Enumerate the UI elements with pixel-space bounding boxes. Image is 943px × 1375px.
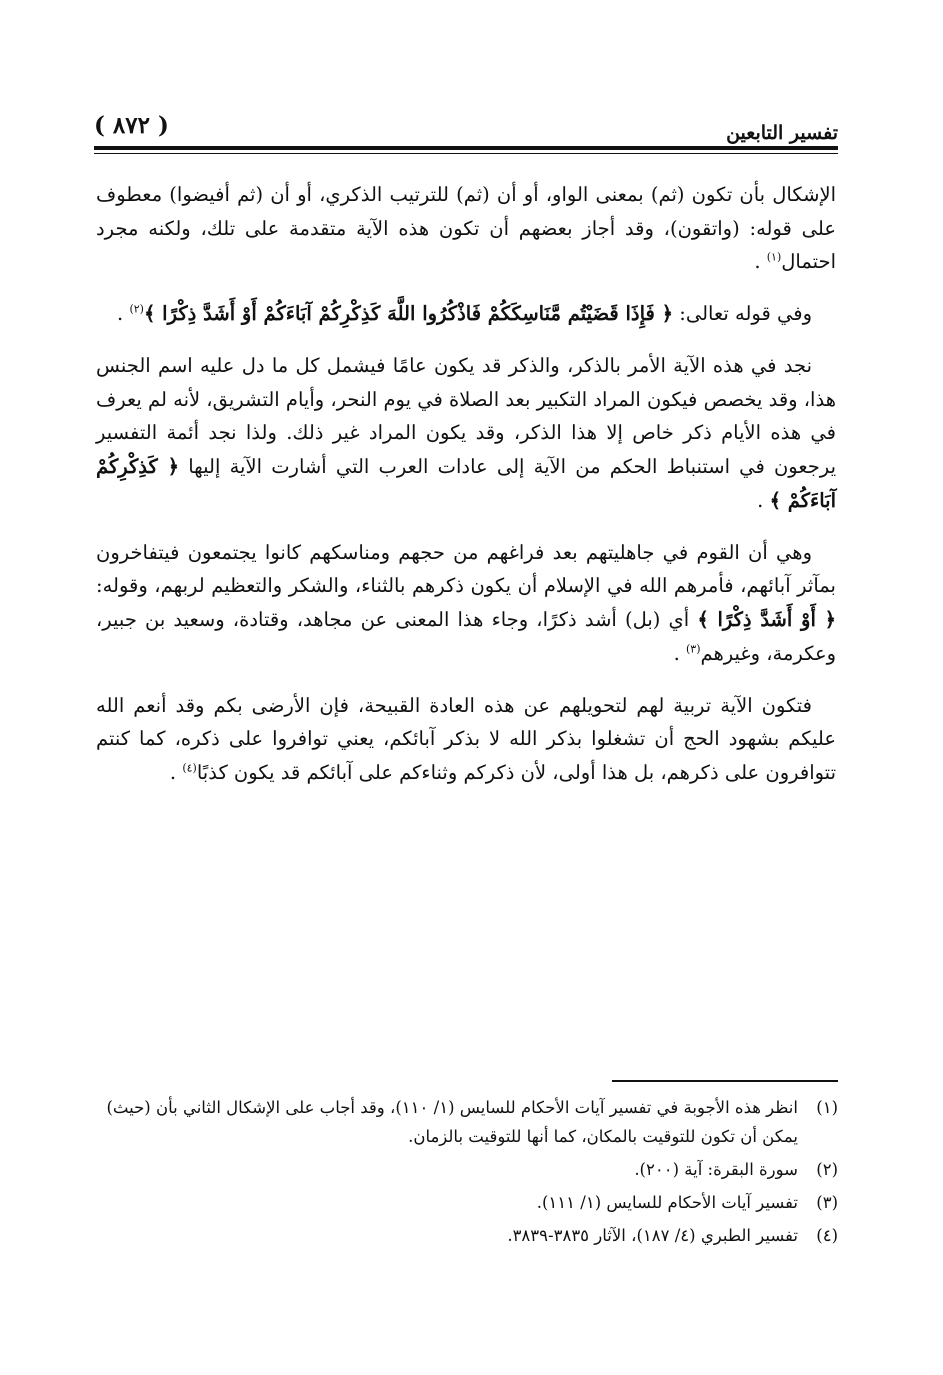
- footnote-ref[interactable]: (٣): [685, 642, 701, 656]
- footnote-text: تفسير الطبري (٤/ ١٨٧)، الآثار ٣٨٣٥-٣٨٣٩.: [507, 1225, 798, 1245]
- footnote-ref[interactable]: (٤): [182, 761, 197, 775]
- footnote-1: [96, 1094, 838, 1152]
- paragraph-text: وفي قوله تعالى:: [673, 302, 812, 326]
- page-header: [94, 112, 838, 144]
- main-text: [96, 178, 836, 808]
- paragraph-end: .: [117, 302, 130, 326]
- footnote-ref[interactable]: (١): [766, 250, 782, 264]
- header-rule-thick: [94, 146, 838, 150]
- paragraph-text: وهي أن القوم في جاهليتهم بعد فراغهم من حجهم ومناسكهم كانوا يجتمعون فيتفاخرون بمآثر آبائهم، فأمرهم الله في الإسلام أن يكون ذكرهم بالثناء، والشكر والتعظيم لربهم، وقوله:: [96, 540, 836, 598]
- footnote-text: انظر هذه الأجوبة في تفسير آيات الأحكام للسايس (١/ ١١٠)، وقد أجاب على الإشكال الثاني بأن (حيث) يمكن أن تكون للتوقيت بالمكان، كما أنها للتوقيت بالزمان.: [106, 1098, 798, 1146]
- page-number: ( ٨٧٢ ): [94, 112, 169, 139]
- quran-verse: ﴿ فَإِذَا قَضَيْتُم مَّنَاسِكَكُمْ فَاذْكُرُوا اللَّهَ كَذِكْرِكُمْ آبَاءَكُمْ أَوْ أَشَدَّ ذِكْرًا ﴾: [143, 302, 674, 326]
- paragraph-4: [96, 536, 836, 671]
- paragraph-end: .: [673, 641, 686, 665]
- paragraph-end: .: [757, 488, 770, 512]
- footnote-text: سورة البقرة: آية (٢٠٠).: [634, 1159, 798, 1179]
- paragraph-3: [96, 349, 836, 518]
- footnote-ref[interactable]: (٢): [129, 302, 144, 316]
- header-rule-thin: [94, 153, 838, 154]
- paragraph-text: الإشكال بأن تكون (ثم) بمعنى الواو، أو أن (ثم) للترتيب الذكري، أو أن (ثم أفيضوا) معطوف على قوله: (واتقون)، وقد أجاز بعضهم أن تكون هذه الآية متقدمة على تلك، ولكنه مجرد احتمال: [96, 183, 836, 274]
- footnote-4: [96, 1222, 838, 1251]
- paragraph-end: .: [754, 250, 767, 274]
- paragraph-end: .: [169, 761, 183, 785]
- footnote-number: (١): [816, 1098, 838, 1117]
- paragraph-2: [96, 297, 836, 331]
- quran-verse: ﴿ أَوْ أَشَدَّ ذِكْرًا ﴾: [697, 608, 836, 632]
- footnotes: [96, 1094, 838, 1254]
- paragraph-text: نجد في هذه الآية الأمر بالذكر، والذكر قد يكون عامًا فيشمل كل ما دل عليه اسم الجنس هذا، وقد يخصص فيكون المراد التكبير بعد الصلاة في يوم النحر، وأيام التشريق، لأنه لم يعرف في هذه الأيام ذكر خاص إلا هذا الذكر، وقد يكون المراد غير ذلك. ولذا نجد أئمة التفسير يرجعون في استنباط الحكم من الآية إلى عادات العرب التي أشارت الآية إليها: [95, 353, 836, 479]
- paragraph-text: فتكون الآية تربية لهم لتحويلهم عن هذه العادة القبيحة، فإن الأرضى بكم وقد أنعم الله عليكم بشهود الحج أن تشغلوا بذكر الله لا بذكر آبائكم، يعني توافروا على ذكره، كما كنتم تتوافرون على ذكرهم، بل هذا أولى، لأن ذكركم وثناءكم على آبائكم قد يكون كذبًا: [96, 693, 836, 785]
- paragraph-1: [96, 178, 836, 279]
- footnote-number: (٣): [816, 1192, 838, 1212]
- quran-verse: ﴿ كَذِكْرِكُمْ آبَاءَكُمْ ﴾: [96, 455, 836, 512]
- footnote-2: [96, 1156, 838, 1185]
- footnote-number: (٢): [816, 1159, 838, 1179]
- footnote-number: (٤): [816, 1225, 838, 1245]
- footnote-separator: [612, 1080, 838, 1082]
- paragraph-5: [96, 689, 836, 790]
- footnote-3: [96, 1189, 838, 1218]
- paragraph-text: أي (بل) أشد ذكرًا، وجاء هذا المعنى عن مجاهد، وقتادة، وسعيد بن جبير، وعكرمة، وغيرهم: [96, 608, 836, 665]
- footnote-text: تفسير آيات الأحكام للسايس (١/ ١١١).: [536, 1192, 798, 1212]
- running-title: تفسير التابعين: [726, 122, 838, 144]
